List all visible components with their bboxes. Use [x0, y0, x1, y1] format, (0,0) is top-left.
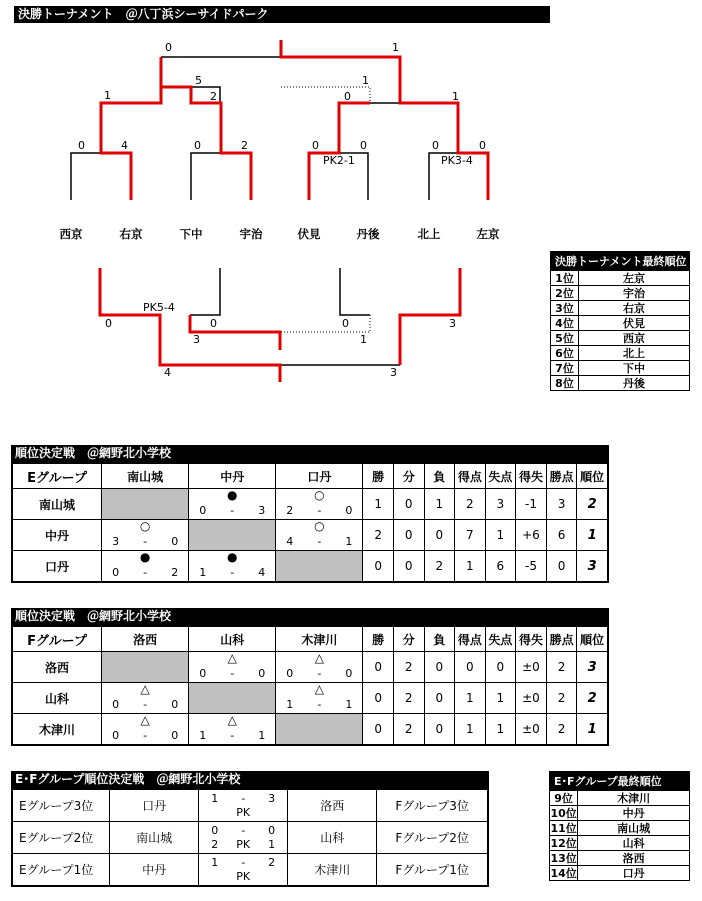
- rank-pos: 2位: [551, 286, 579, 301]
- stat-header: 得点: [455, 463, 486, 489]
- match-cell: [189, 652, 276, 683]
- score-sep: -: [317, 698, 322, 711]
- ef-playoff-table: [11, 788, 489, 887]
- score-right: 0: [345, 667, 353, 680]
- win-uji: [161, 57, 251, 200]
- stat-value: +6: [516, 520, 547, 551]
- rank-pos: 1位: [551, 271, 579, 286]
- result-mark: ○: [314, 488, 325, 502]
- rank-team: 下中: [579, 361, 690, 376]
- header-row: [12, 463, 608, 489]
- match-cell: [102, 551, 189, 583]
- rank-pos: 13位: [550, 851, 577, 865]
- rank-pos: 14位: [550, 866, 577, 880]
- stat-value: -1: [516, 489, 547, 520]
- score-sep: -: [241, 792, 246, 805]
- team-label: 左京: [476, 227, 500, 241]
- match-score: [199, 789, 288, 822]
- stat-value: 6: [485, 551, 516, 583]
- score-right: 0: [171, 698, 179, 711]
- stat-value: 2: [424, 551, 455, 583]
- group-e-title: 順位決定戦 ＠網野北小学校: [11, 445, 609, 462]
- stat-value: 0: [393, 520, 424, 551]
- self-cell: [276, 714, 363, 746]
- score-sep: -: [230, 566, 235, 579]
- table-row: [551, 286, 690, 301]
- result-mark: ●: [227, 550, 238, 564]
- table-row: [550, 791, 690, 806]
- bracket-lines-red: [100, 40, 488, 382]
- line-shimonaka: [191, 153, 221, 200]
- score-left: 1: [199, 729, 207, 742]
- stat-value: 0: [424, 683, 455, 714]
- rank-pos: 3位: [551, 301, 579, 316]
- score-left: 0: [199, 504, 207, 517]
- rank-pos: 12位: [550, 836, 577, 850]
- match-score: [199, 822, 288, 854]
- right-label: Fグループ3位: [377, 789, 488, 822]
- score-right: 2: [268, 856, 276, 869]
- team-labels: [60, 227, 500, 241]
- team-label: 伏見: [297, 227, 321, 241]
- group-f-table: [11, 625, 609, 746]
- rank-team: 木津川: [578, 791, 690, 806]
- column-header: 木津川: [276, 626, 363, 652]
- score-left: 3: [112, 535, 120, 548]
- score: 1: [452, 90, 459, 103]
- score-right: 1: [258, 729, 266, 742]
- self-cell: [102, 652, 189, 683]
- rank-team: 山科: [578, 836, 690, 851]
- score-right: 0: [268, 824, 276, 837]
- score-sep: -: [317, 535, 322, 548]
- score: 0: [479, 139, 486, 152]
- table-row: [550, 821, 690, 836]
- left-team: 中丹: [110, 854, 199, 887]
- score-left: 0: [112, 698, 120, 711]
- stat-value: 1: [455, 683, 486, 714]
- result-mark: △: [227, 713, 237, 727]
- stat-value: 0: [485, 652, 516, 683]
- group-e-table: [11, 462, 609, 583]
- pk-label: PK: [236, 870, 251, 883]
- score: 4: [121, 139, 128, 152]
- stat-value: ±0: [516, 683, 547, 714]
- left-team: 南山城: [110, 822, 199, 854]
- table-row: [12, 489, 608, 520]
- table-row: [551, 301, 690, 316]
- score-left: 1: [211, 792, 219, 805]
- score: 0: [210, 317, 217, 330]
- ef-ranking-table: [549, 771, 690, 881]
- stat-header: 負: [424, 463, 455, 489]
- match-cell: [102, 683, 189, 714]
- rank-team: 伏見: [579, 316, 690, 331]
- column-header: 中丹: [189, 463, 276, 489]
- match-cell: [189, 714, 276, 746]
- match-cell: [189, 551, 276, 583]
- left-label: Eグループ1位: [12, 854, 110, 887]
- score: 1: [392, 41, 399, 54]
- stat-value: 1: [363, 489, 394, 520]
- score: 0: [312, 139, 319, 152]
- column-header: 山科: [189, 626, 276, 652]
- result-mark: ○: [314, 519, 325, 533]
- match-cell: [102, 714, 189, 746]
- score: 0: [360, 139, 367, 152]
- stat-value: 0: [424, 714, 455, 746]
- score-sep: -: [317, 667, 322, 680]
- score-right: 0: [345, 504, 353, 517]
- score: 0: [78, 139, 85, 152]
- table-row: [551, 376, 690, 391]
- table-row: [551, 316, 690, 331]
- stat-value: 7: [455, 520, 486, 551]
- tournament-title: 決勝トーナメント ＠八丁浜シーサイドパーク: [14, 6, 550, 23]
- stat-header: 順位: [577, 463, 608, 489]
- score: 5: [195, 74, 202, 87]
- stat-value: 3: [546, 489, 577, 520]
- score-sep: -: [230, 729, 235, 742]
- result-mark: △: [314, 682, 324, 696]
- score-right: 3: [268, 792, 276, 805]
- match-cell: [276, 520, 363, 551]
- stat-value: 0: [363, 551, 394, 583]
- win-sakyo: [281, 40, 488, 200]
- score-sep: -: [230, 504, 235, 517]
- right-team: 洛西: [288, 789, 377, 822]
- score: 0: [432, 139, 439, 152]
- team-name: 山科: [12, 683, 102, 714]
- score-right: 3: [258, 504, 266, 517]
- team-name: 中丹: [12, 520, 102, 551]
- table-row: [550, 806, 690, 821]
- rank-team: 左京: [579, 271, 690, 286]
- stat-value: 1: [485, 714, 516, 746]
- left-label: Eグループ3位: [12, 789, 110, 822]
- result-mark: △: [140, 682, 150, 696]
- stat-value: 1: [485, 520, 516, 551]
- self-cell: [189, 683, 276, 714]
- stat-header: 得失: [516, 463, 547, 489]
- stat-value: -5: [516, 551, 547, 583]
- match-cell: [102, 520, 189, 551]
- stat-value: 0: [363, 714, 394, 746]
- left-label: Eグループ2位: [12, 822, 110, 854]
- stat-value: 0: [455, 652, 486, 683]
- stat-header: 負: [424, 626, 455, 652]
- pk-label: PK: [236, 806, 251, 819]
- score-left: 0: [112, 566, 120, 579]
- score-right: 1: [345, 698, 353, 711]
- self-cell: [102, 489, 189, 520]
- stat-value: 2: [393, 652, 424, 683]
- stat-value: 1: [455, 714, 486, 746]
- rank-team: 中丹: [578, 806, 690, 821]
- score: 3: [390, 366, 397, 379]
- stat-value: 0: [363, 652, 394, 683]
- team-name: 木津川: [12, 714, 102, 746]
- score-left: 2: [286, 504, 294, 517]
- pk-score: PK5-4: [143, 301, 175, 314]
- stat-value: 0: [393, 551, 424, 583]
- score-right: 2: [171, 566, 179, 579]
- stat-value: 2: [363, 520, 394, 551]
- stat-value: 2: [546, 652, 577, 683]
- table-row: [550, 866, 690, 881]
- table-row: [12, 822, 488, 854]
- score-sep: -: [241, 824, 246, 837]
- stat-value: 0: [424, 520, 455, 551]
- table-row: [12, 652, 608, 683]
- final-ranking-table: [550, 251, 690, 391]
- rank-value: 3: [577, 652, 608, 683]
- stat-value: 2: [546, 714, 577, 746]
- team-label: 西京: [59, 227, 83, 241]
- stat-header: 失点: [485, 626, 516, 652]
- score: 0: [344, 90, 351, 103]
- table-row: [12, 714, 608, 746]
- line-saikyo: [71, 153, 101, 200]
- stat-header: 失点: [485, 463, 516, 489]
- stat-header: 分: [393, 626, 424, 652]
- rank-team: 南山城: [578, 821, 690, 836]
- pk-label: PK: [236, 838, 251, 851]
- score: 2: [210, 90, 217, 103]
- team-name: 南山城: [12, 489, 102, 520]
- final-ranking-title: 決勝トーナメント最終順位: [551, 252, 690, 271]
- score-right: 0: [258, 667, 266, 680]
- stat-header: 勝点: [546, 463, 577, 489]
- group-f-title: 順位決定戦 ＠網野北小学校: [11, 608, 609, 625]
- rank-value: 2: [577, 489, 608, 520]
- score: 2: [241, 139, 248, 152]
- stat-value: 2: [393, 714, 424, 746]
- pk-right: 1: [268, 838, 276, 851]
- stat-header: 得点: [455, 626, 486, 652]
- stat-header: 勝: [363, 626, 394, 652]
- score-right: 0: [171, 729, 179, 742]
- table-row: [12, 520, 608, 551]
- stat-value: 1: [455, 551, 486, 583]
- stat-value: ±0: [516, 652, 547, 683]
- rank-value: 1: [577, 714, 608, 746]
- table-row: [550, 836, 690, 851]
- score-left: 1: [199, 566, 207, 579]
- score: 1: [362, 74, 369, 87]
- table-row: [550, 851, 690, 866]
- stat-value: 2: [455, 489, 486, 520]
- table-row: [12, 789, 488, 822]
- score-right: 0: [171, 535, 179, 548]
- score-left: 0: [199, 667, 207, 680]
- stat-header: 勝点: [546, 626, 577, 652]
- score: 0: [105, 317, 112, 330]
- rank-pos: 10位: [550, 806, 577, 820]
- score: 4: [164, 366, 171, 379]
- stat-value: 6: [546, 520, 577, 551]
- team-label: 北上: [417, 227, 441, 241]
- line-b-fushimi: [340, 268, 370, 315]
- rank-pos: 5位: [551, 331, 579, 346]
- match-cell: [276, 683, 363, 714]
- score-left: 0: [211, 824, 219, 837]
- team-label: 右京: [119, 227, 143, 241]
- score-sep: -: [143, 535, 148, 548]
- result-mark: ○: [139, 519, 151, 533]
- team-name: 口丹: [12, 551, 102, 583]
- match-cell: [276, 652, 363, 683]
- score: 0: [194, 139, 201, 152]
- stat-header: 順位: [577, 626, 608, 652]
- group-label: Eグループ: [12, 463, 102, 489]
- rank-team: 口丹: [578, 866, 690, 881]
- stat-value: 0: [424, 652, 455, 683]
- score-sep: -: [230, 667, 235, 680]
- score: 1: [360, 333, 367, 346]
- stat-value: 2: [546, 683, 577, 714]
- score-left: 1: [286, 698, 294, 711]
- rank-value: 3: [577, 551, 608, 583]
- team-label: 丹後: [356, 227, 380, 241]
- table-row: [551, 361, 690, 376]
- stat-value: 1: [485, 683, 516, 714]
- team-label: 宇治: [239, 227, 263, 241]
- score: 1: [104, 89, 111, 102]
- left-team: 口丹: [110, 789, 199, 822]
- ef-ranking-title: E･Fグループ最終順位: [550, 772, 690, 791]
- self-cell: [189, 520, 276, 551]
- match-cell: [189, 489, 276, 520]
- right-team: 山科: [288, 822, 377, 854]
- column-header: 洛西: [102, 626, 189, 652]
- score-right: 1: [345, 535, 353, 548]
- pk-score: PK2-1: [323, 154, 355, 167]
- table-row: [551, 346, 690, 361]
- score: 3: [193, 333, 200, 346]
- group-label: Fグループ: [12, 626, 102, 652]
- right-label: Fグループ2位: [377, 822, 488, 854]
- rank-team: 宇治: [579, 286, 690, 301]
- table-row: [12, 683, 608, 714]
- table-row: [12, 854, 488, 887]
- rank-team: 西京: [579, 331, 690, 346]
- score-sep: -: [143, 729, 148, 742]
- pk-score: PK3-4: [441, 154, 473, 167]
- pk-left: 2: [211, 838, 219, 851]
- match-score: [199, 854, 288, 887]
- column-header: 南山城: [102, 463, 189, 489]
- rank-value: 1: [577, 520, 608, 551]
- ef-playoff-title: E･Fグループ順位決定戦 ＠網野北小学校: [11, 771, 489, 788]
- stat-value: 0: [393, 489, 424, 520]
- column-header: 口丹: [276, 463, 363, 489]
- score-sep: -: [143, 566, 148, 579]
- table-row: [551, 331, 690, 346]
- rank-team: 北上: [579, 346, 690, 361]
- line-b-ukyo: [190, 268, 220, 315]
- score: 0: [165, 41, 172, 54]
- self-cell: [276, 551, 363, 583]
- right-label: Fグループ1位: [377, 854, 488, 887]
- rank-pos: 4位: [551, 316, 579, 331]
- stat-value: 2: [393, 683, 424, 714]
- team-name: 洛西: [12, 652, 102, 683]
- win-link: [131, 87, 161, 103]
- bracket-lines-dotted: [281, 87, 370, 332]
- stat-value: 3: [485, 489, 516, 520]
- stat-header: 分: [393, 463, 424, 489]
- rank-pos: 9位: [550, 791, 578, 806]
- rank-team: 丹後: [579, 376, 690, 391]
- score: 3: [449, 317, 456, 330]
- team-label: 下中: [179, 227, 203, 241]
- table-row: [551, 271, 690, 286]
- stat-header: 得失: [516, 626, 547, 652]
- rank-pos: 7位: [551, 361, 579, 376]
- score: 0: [342, 317, 349, 330]
- rank-value: 2: [577, 683, 608, 714]
- result-mark: △: [314, 651, 324, 665]
- rank-team: 洛西: [578, 851, 690, 866]
- result-mark: △: [140, 713, 150, 727]
- win-b-shimonaka: [190, 315, 280, 350]
- table-row: [12, 551, 608, 583]
- result-mark: ●: [139, 550, 151, 564]
- stat-header: 勝: [363, 463, 394, 489]
- stat-value: 0: [363, 683, 394, 714]
- rank-pos: 8位: [551, 376, 579, 391]
- right-team: 木津川: [288, 854, 377, 887]
- header-row: [12, 626, 608, 652]
- match-cell: [276, 489, 363, 520]
- stat-value: ±0: [516, 714, 547, 746]
- result-mark: △: [227, 651, 237, 665]
- stat-value: 1: [424, 489, 455, 520]
- score-sep: -: [143, 698, 148, 711]
- rank-pos: 6位: [551, 346, 579, 361]
- score-left: 0: [286, 667, 294, 680]
- score-left: 0: [112, 729, 120, 742]
- rank-pos: 11位: [550, 821, 577, 835]
- score-left: 1: [211, 856, 219, 869]
- score-right: 4: [258, 566, 266, 579]
- score-sep: -: [241, 856, 246, 869]
- stat-value: 0: [546, 551, 577, 583]
- score-sep: -: [317, 504, 322, 517]
- result-mark: ●: [227, 488, 238, 502]
- score-left: 4: [286, 535, 294, 548]
- rank-team: 右京: [579, 301, 690, 316]
